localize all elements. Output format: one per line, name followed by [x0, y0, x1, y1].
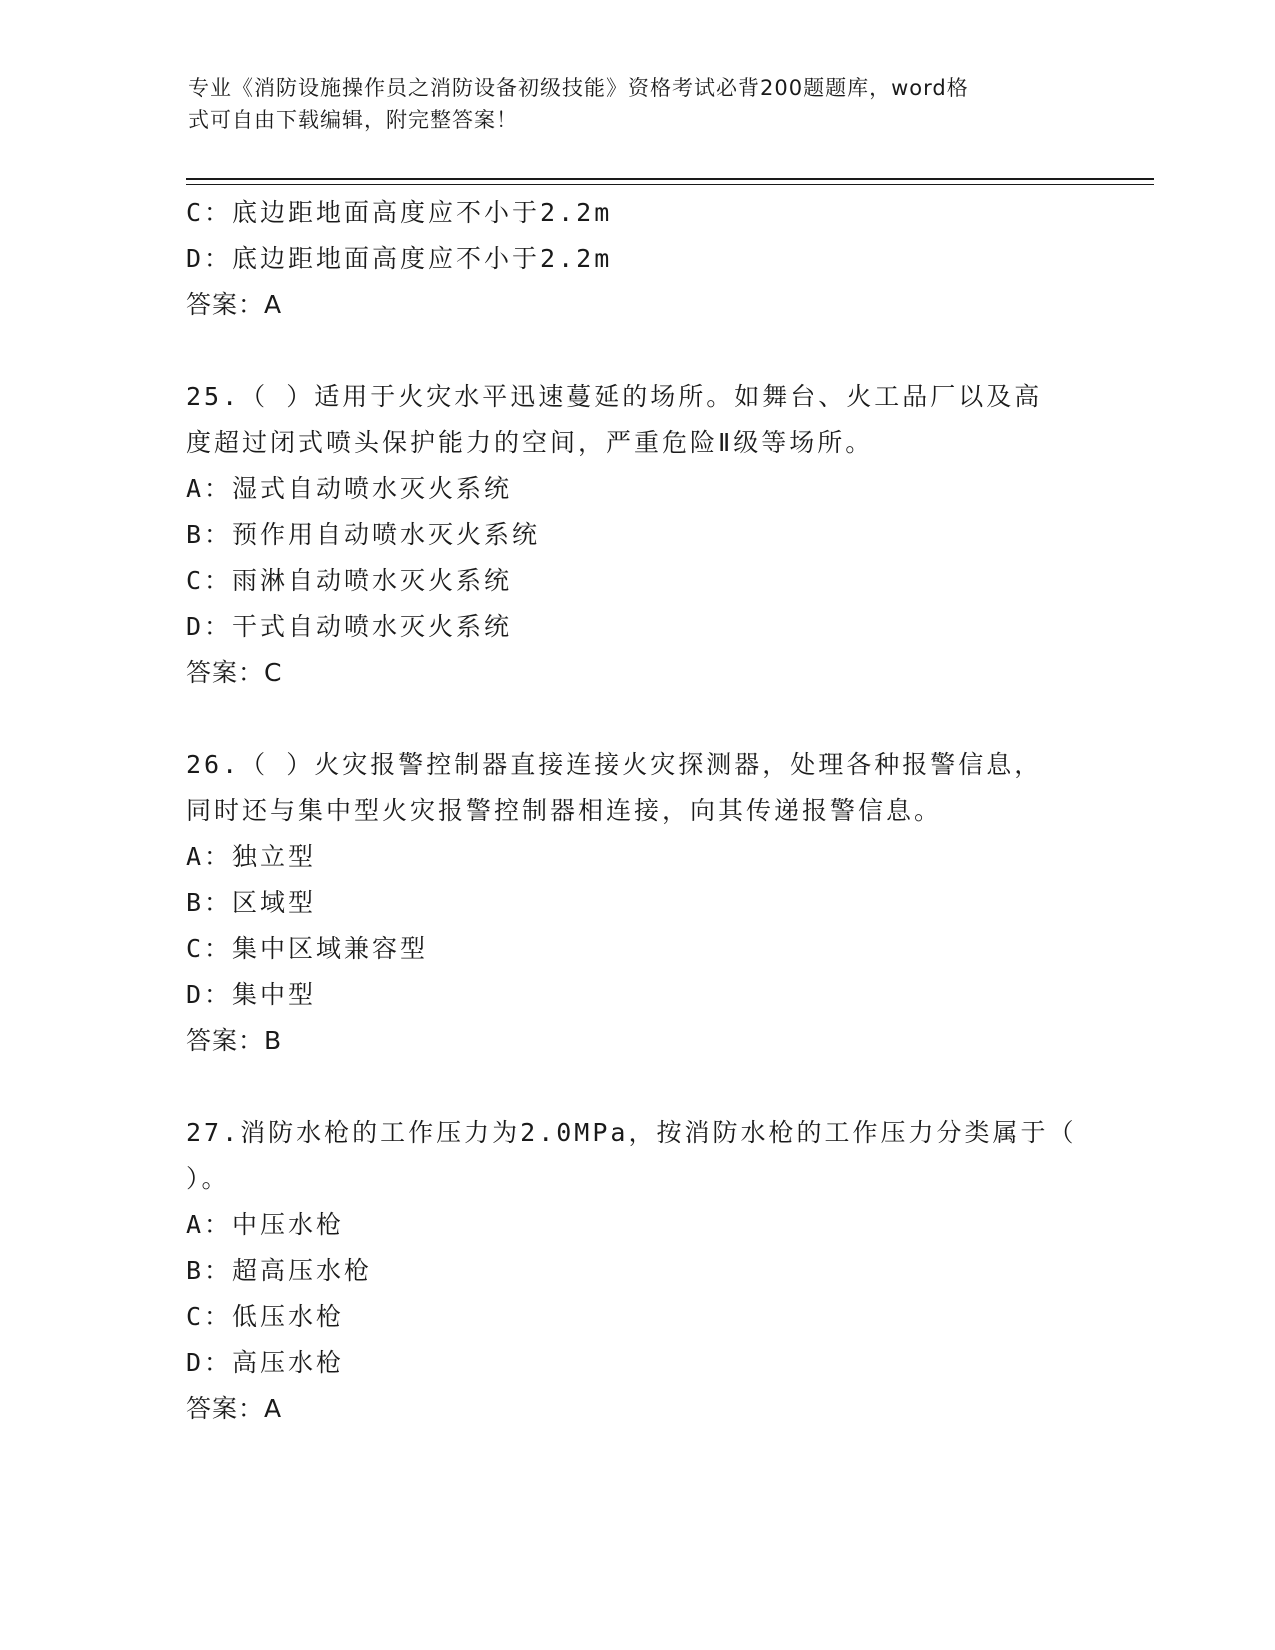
question-text-line: ）。	[186, 1164, 230, 1193]
header-line-2: 式可自由下载编辑，附完整答案！	[188, 108, 518, 132]
option-a: A：中压水枪	[186, 1210, 345, 1239]
question-27	[186, 1110, 1086, 1432]
option-d: D：底边距地面高度应不小于2.2m	[186, 244, 613, 273]
answer-line: 答案：A	[186, 290, 283, 319]
question-text-line: 27.消防水枪的工作压力为2.0MPa，按消防水枪的工作压力分类属于（	[186, 1118, 1077, 1147]
question-list	[186, 190, 1086, 1432]
option-c: C：雨淋自动喷水灭火系统	[186, 566, 513, 595]
question-text-line: 25.（ ）适用于火灾水平迅速蔓延的场所。如舞台、火工品厂以及高	[186, 382, 1043, 411]
option-c: C：集中区域兼容型	[186, 934, 429, 963]
question-text-line: 度超过闭式喷头保护能力的空间，严重危险Ⅱ级等场所。	[186, 428, 874, 457]
answer-line: 答案：C	[186, 658, 283, 687]
header-line-1: 专业《消防设施操作员之消防设备初级技能》资格考试必背200题题库，word格	[188, 76, 969, 100]
option-c: C：低压水枪	[186, 1302, 345, 1331]
option-c: C：底边距地面高度应不小于2.2m	[186, 198, 613, 227]
option-a: A：湿式自动喷水灭火系统	[186, 474, 513, 503]
option-d: D：干式自动喷水灭火系统	[186, 612, 513, 641]
question-25	[186, 374, 1086, 696]
option-d: D：高压水枪	[186, 1348, 345, 1377]
header-divider-thick	[186, 178, 1154, 180]
document-header	[188, 72, 1088, 136]
option-a: A：独立型	[186, 842, 317, 871]
option-b: B：预作用自动喷水灭火系统	[186, 520, 541, 549]
answer-line: 答案：A	[186, 1394, 283, 1423]
question-text-line: 同时还与集中型火灾报警控制器相连接，向其传递报警信息。	[186, 796, 943, 825]
question-previous	[186, 190, 1086, 328]
question-26	[186, 742, 1086, 1064]
answer-line: 答案：B	[186, 1026, 283, 1055]
option-b: B：超高压水枪	[186, 1256, 373, 1285]
option-b: B：区域型	[186, 888, 317, 917]
header-divider-thin	[186, 184, 1154, 185]
question-text-line: 26.（ ）火灾报警控制器直接连接火灾探测器，处理各种报警信息，	[186, 750, 1043, 779]
option-d: D：集中型	[186, 980, 317, 1009]
